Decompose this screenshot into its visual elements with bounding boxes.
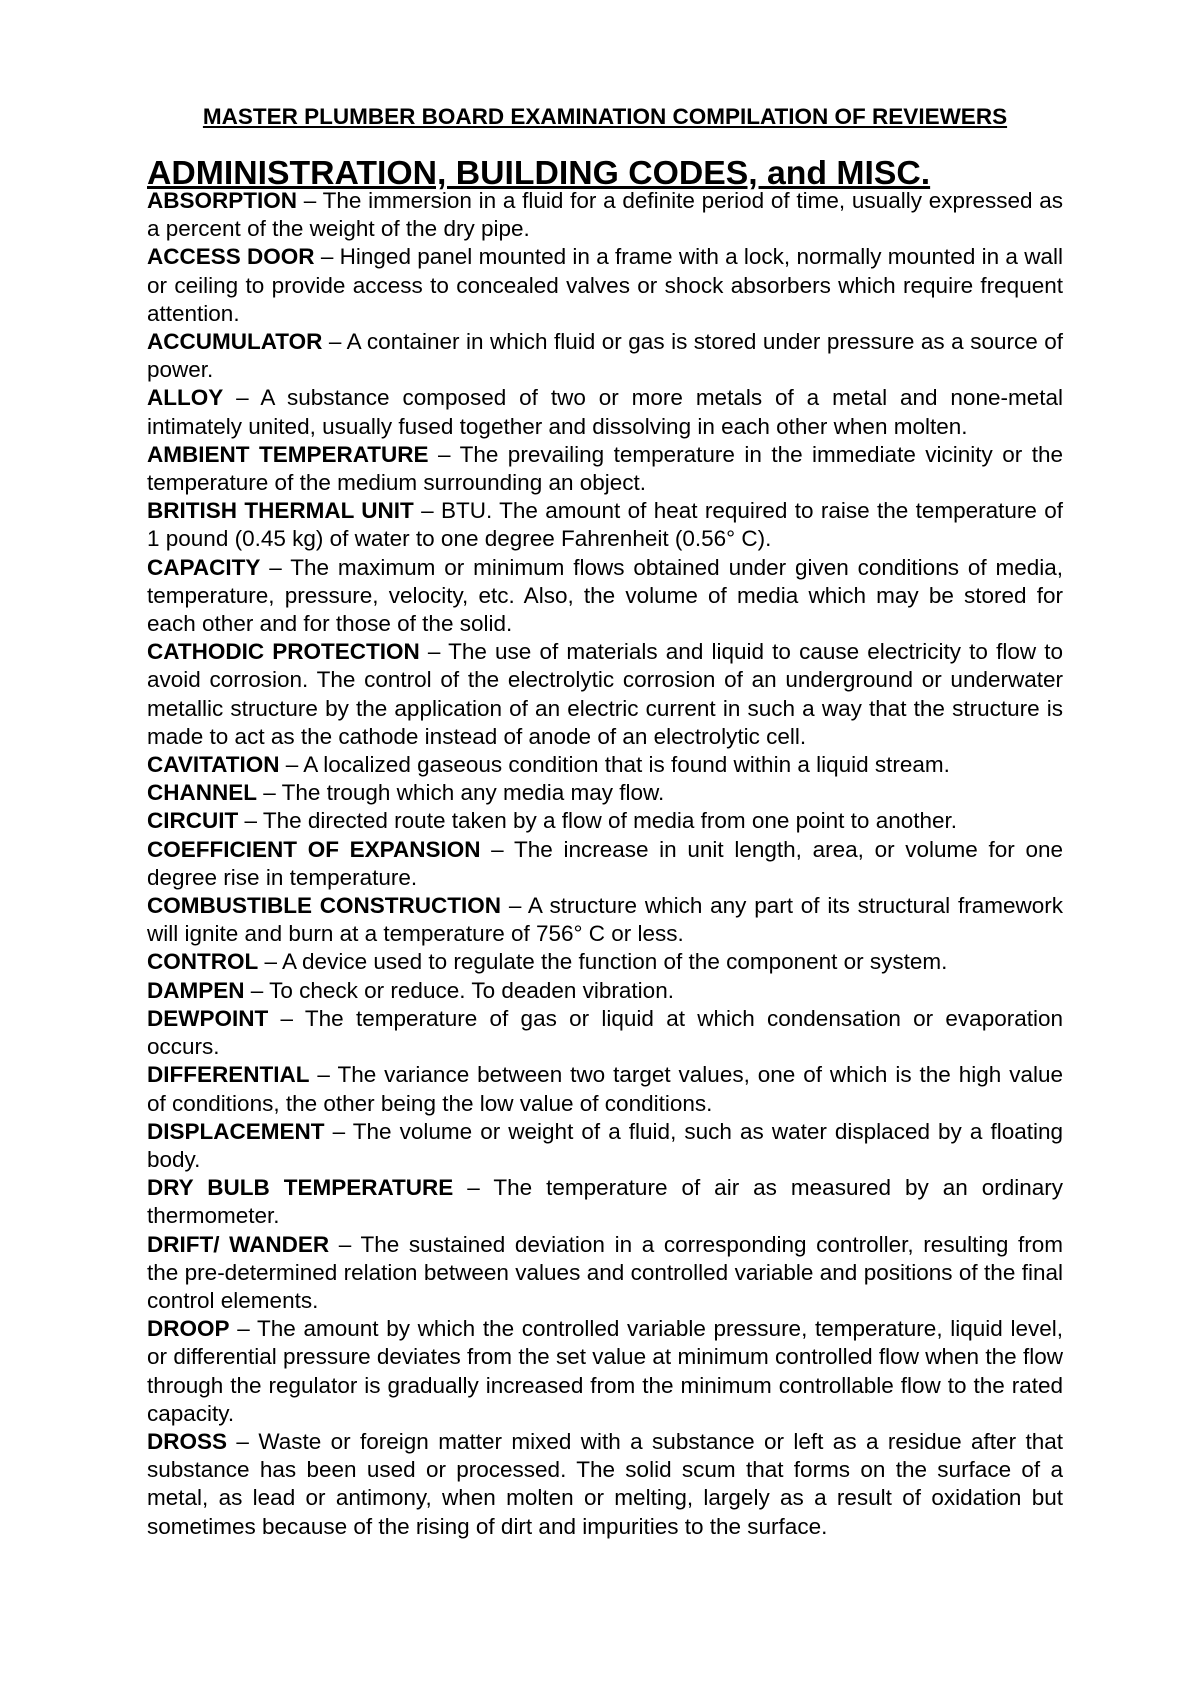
glossary-list: [147, 187, 1063, 1541]
term-separator: –: [501, 893, 528, 919]
glossary-definition: The trough which any media may flow.: [281, 780, 665, 806]
document-title: MASTER PLUMBER BOARD EXAMINATION COMPILATION OF REVIEWERS: [202, 104, 1008, 129]
glossary-term: CONTROL: [147, 949, 259, 975]
glossary-definition: The use of materials and liquid to cause electricity to flow to avoid corrosion. The control of the electrolytic corrosion of an underground or underwater metallic structure by the application of an electric current in such a way that the structure is made to act as the cathode instead of anode of an electrolytic cell.: [147, 639, 1064, 749]
term-separator: –: [260, 554, 291, 580]
term-separator: –: [324, 1118, 353, 1144]
term-separator: –: [428, 441, 460, 467]
glossary-definition: Hinged panel mounted in a frame with a lock, normally mounted in a wall or ceiling to provide access to concealed valves or shock absorbers which require frequent attention.: [147, 244, 1063, 326]
term-separator: –: [223, 385, 261, 411]
glossary-term: ACCESS DOOR: [147, 244, 315, 270]
term-separator: –: [419, 639, 449, 665]
glossary-term: DISPLACEMENT: [147, 1118, 325, 1144]
term-separator: –: [258, 949, 283, 975]
term-separator: –: [257, 780, 282, 806]
glossary-definition: Waste or foreign matter mixed with a substance or left as a residue after that substance has been used or processed. The solid scum that forms on the surface of a metal, as lead or antimony, when molten or melting, largely as a result of oxidation but sometimes because of the rising of dirt and impurities to the surface.: [147, 1428, 1063, 1539]
glossary-term: COMBUSTIBLE CONSTRUCTION: [147, 893, 502, 919]
glossary-term: DRIFT/ WANDER: [147, 1231, 330, 1257]
glossary-entry: [147, 638, 1063, 751]
glossary-term: ABSORPTION: [147, 188, 298, 213]
glossary-entry: [147, 977, 1063, 1005]
glossary-definition: The prevailing temperature in the immediate vicinity or the temperature of the medium surrounding an object.: [147, 441, 1064, 496]
term-separator: –: [453, 1175, 494, 1201]
glossary-definition: A structure which any part of its structural framework will ignite and burn at a temperature of 756° C or less.: [147, 893, 1063, 947]
glossary-entry: [147, 1315, 1063, 1428]
glossary-term: ALLOY: [147, 385, 224, 411]
glossary-definition: The volume or weight of a fluid, such as water displaced by a floating body.: [147, 1118, 1064, 1172]
glossary-definition: The temperature of gas or liquid at which condensation or evaporation occurs.: [147, 1005, 1064, 1060]
glossary-term: COEFFICIENT OF EXPANSION: [147, 836, 481, 862]
glossary-entry: [147, 1231, 1063, 1316]
glossary-term: DRY BULB TEMPERATURE: [147, 1175, 454, 1201]
term-separator: –: [413, 498, 441, 524]
term-separator: –: [229, 1316, 257, 1342]
glossary-entry: [147, 1118, 1063, 1174]
glossary-term: CAPACITY: [147, 554, 261, 580]
term-separator: –: [329, 1231, 361, 1257]
glossary-entry: [147, 836, 1063, 892]
glossary-definition: The immersion in a fluid for a definite period of time, usually expressed as a percent of the weight of the dry pipe.: [147, 188, 1063, 242]
glossary-entry: [147, 187, 1063, 243]
term-separator: –: [227, 1428, 259, 1454]
glossary-definition: A container in which fluid or gas is stored under pressure as a source of power.: [147, 329, 1063, 383]
glossary-term: CHANNEL: [147, 780, 257, 806]
glossary-entry: [147, 1428, 1063, 1541]
glossary-term: DROOP: [147, 1316, 230, 1342]
glossary-definition: A localized gaseous condition that is found within a liquid stream.: [303, 752, 950, 778]
glossary-definition: The directed route taken by a flow of media from one point to another.: [262, 808, 958, 834]
glossary-term: BRITISH THERMAL UNIT: [147, 498, 414, 524]
glossary-entry: [147, 751, 1063, 779]
glossary-definition: To check or reduce. To deaden vibration.: [269, 977, 674, 1003]
term-separator: –: [314, 244, 340, 270]
glossary-term: ACCUMULATOR: [147, 329, 323, 355]
glossary-term: CAVITATION: [147, 752, 280, 778]
glossary-definition: BTU. The amount of heat required to raise the temperature of 1 pound (0.45 kg) of water to one degree Fahrenheit (0.56° C).: [147, 498, 1063, 552]
glossary-entry: [147, 807, 1063, 835]
glossary-term: DAMPEN: [147, 977, 245, 1003]
term-separator: –: [268, 1005, 305, 1031]
term-separator: –: [309, 1062, 338, 1088]
term-separator: –: [279, 752, 304, 778]
term-separator: –: [480, 836, 514, 862]
glossary-definition: A device used to regulate the function of the component or system.: [282, 949, 948, 975]
glossary-entry: [147, 328, 1063, 384]
term-separator: –: [322, 329, 347, 355]
term-separator: –: [238, 808, 263, 834]
glossary-entry: [147, 497, 1063, 553]
glossary-definition: The sustained deviation in a corresponding controller, resulting from the pre-determined relation between values and controlled variable and positions of the final control elements.: [147, 1231, 1063, 1313]
glossary-entry: [147, 948, 1063, 976]
glossary-term: DEWPOINT: [147, 1005, 269, 1031]
glossary-entry: [147, 1061, 1063, 1117]
glossary-term: DROSS: [147, 1428, 228, 1454]
glossary-entry: [147, 1174, 1063, 1230]
glossary-entry: [147, 243, 1063, 328]
term-separator: –: [244, 977, 270, 1003]
glossary-term: AMBIENT TEMPERATURE: [147, 441, 429, 467]
glossary-definition: The temperature of air as measured by an ordinary thermometer.: [147, 1175, 1063, 1229]
glossary-term: DIFFERENTIAL: [147, 1062, 310, 1088]
glossary-entry: [147, 384, 1063, 440]
document-page: [147, 103, 1063, 1541]
glossary-definition: The maximum or minimum flows obtained under given conditions of media, temperature, pressure, velocity, etc. Also, the volume of media which may be stored for each other and for those of the solid.: [147, 554, 1064, 637]
glossary-entry: [147, 892, 1063, 948]
glossary-entry: [147, 779, 1063, 807]
glossary-entry: [147, 554, 1063, 639]
glossary-definition: The variance between two target values, one of which is the high value of conditions, the other being the low value of conditions.: [147, 1062, 1064, 1116]
glossary-definition: A substance composed of two or more metals of a metal and none-metal intimately united, usually fused together and dissolving in each other when molten.: [147, 385, 1063, 439]
section-title: ADMINISTRATION, BUILDING CODES, and MISC.: [147, 154, 931, 192]
term-separator: –: [297, 188, 323, 213]
glossary-entry: [147, 1005, 1063, 1061]
glossary-entry: [147, 441, 1063, 497]
glossary-definition: The increase in unit length, area, or volume for one degree rise in temperature.: [147, 836, 1063, 890]
glossary-definition: The amount by which the controlled variable pressure, temperature, liquid level, or differential pressure deviates from the set value at minimum controlled flow when the flow through the regulator is gradually increased from the minimum controllable flow to the rated capacity.: [147, 1316, 1063, 1426]
glossary-term: CATHODIC PROTECTION: [147, 639, 420, 665]
glossary-term: CIRCUIT: [147, 808, 239, 834]
